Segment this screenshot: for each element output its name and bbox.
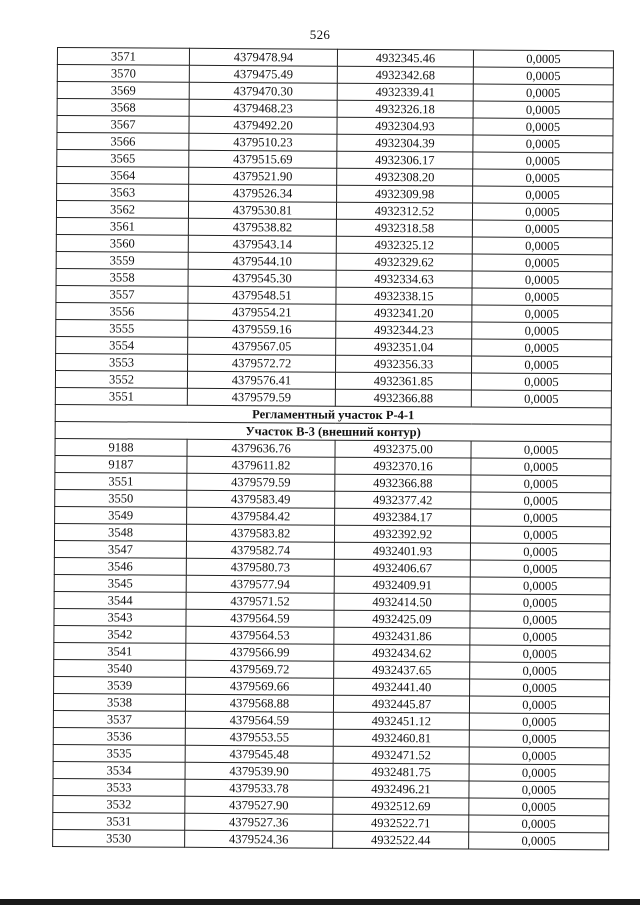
x-coordinate-cell: 4379567.05: [188, 337, 336, 355]
accuracy-cell: 0,0005: [473, 50, 613, 68]
point-number-cell: 3561: [56, 217, 188, 235]
accuracy-cell: 0,0005: [472, 356, 612, 374]
accuracy-cell: 0,0005: [473, 84, 613, 102]
accuracy-cell: 0,0005: [470, 560, 610, 578]
point-number-cell: 3563: [57, 184, 189, 202]
accuracy-cell: 0,0005: [473, 169, 613, 187]
x-coordinate-cell: 4379475.49: [189, 65, 337, 83]
x-coordinate-cell: 4379566.99: [186, 643, 334, 661]
point-number-cell: 3545: [54, 574, 186, 592]
accuracy-cell: 0,0005: [473, 152, 613, 170]
accuracy-cell: 0,0005: [469, 730, 609, 748]
accuracy-cell: 0,0005: [472, 237, 612, 255]
point-number-cell: 3565: [57, 150, 189, 168]
accuracy-cell: 0,0005: [472, 288, 612, 306]
y-coordinate-cell: 4932334.63: [336, 270, 472, 288]
point-number-cell: 3533: [53, 778, 185, 796]
point-number-cell: 3560: [56, 234, 188, 252]
x-coordinate-cell: 4379533.78: [185, 779, 333, 797]
point-number-cell: 3562: [56, 201, 188, 219]
x-coordinate-cell: 4379579.59: [187, 473, 335, 491]
x-coordinate-cell: 4379521.90: [189, 167, 337, 185]
x-coordinate-cell: 4379636.76: [187, 439, 335, 457]
x-coordinate-cell: 4379515.69: [189, 150, 337, 168]
y-coordinate-cell: 4932384.17: [335, 508, 471, 526]
point-number-cell: 3564: [57, 167, 189, 185]
y-coordinate-cell: 4932414.50: [334, 593, 470, 611]
point-number-cell: 3553: [56, 353, 188, 371]
accuracy-cell: 0,0005: [469, 747, 609, 765]
x-coordinate-cell: 4379524.36: [185, 830, 333, 848]
y-coordinate-cell: 4932522.71: [333, 814, 469, 832]
x-coordinate-cell: 4379530.81: [188, 201, 336, 219]
y-coordinate-cell: 4932392.92: [334, 525, 470, 543]
point-number-cell: 3552: [55, 370, 187, 388]
point-number-cell: 3539: [54, 676, 186, 694]
accuracy-cell: 0,0005: [470, 611, 610, 629]
y-coordinate-cell: 4932356.33: [336, 355, 472, 373]
x-coordinate-cell: 4379544.10: [188, 252, 336, 270]
accuracy-cell: 0,0005: [473, 118, 613, 136]
point-number-cell: 3571: [57, 48, 189, 66]
x-coordinate-cell: 4379545.30: [188, 269, 336, 287]
point-number-cell: 3570: [57, 65, 189, 83]
y-coordinate-cell: 4932512.69: [333, 797, 469, 815]
accuracy-cell: 0,0005: [469, 815, 609, 833]
accuracy-cell: 0,0005: [471, 492, 611, 510]
point-number-cell: 3567: [57, 116, 189, 134]
x-coordinate-cell: 4379569.66: [186, 677, 334, 695]
accuracy-cell: 0,0005: [470, 645, 610, 663]
y-coordinate-cell: 4932304.93: [337, 117, 473, 135]
accuracy-cell: 0,0005: [472, 271, 612, 289]
accuracy-cell: 0,0005: [469, 764, 609, 782]
point-number-cell: 3558: [56, 268, 188, 286]
section-title: Регламентный участок Р-4-1: [55, 404, 611, 424]
y-coordinate-cell: 4932437.65: [334, 661, 470, 679]
y-coordinate-cell: 4932326.18: [337, 100, 473, 118]
x-coordinate-cell: 4379539.90: [185, 762, 333, 780]
x-coordinate-cell: 4379470.30: [189, 82, 337, 100]
y-coordinate-cell: 4932401.93: [334, 542, 470, 560]
point-number-cell: 9188: [55, 438, 187, 456]
table-row: [53, 829, 609, 849]
accuracy-cell: 0,0005: [471, 441, 611, 459]
x-coordinate-cell: 4379554.21: [188, 303, 336, 321]
point-number-cell: 3568: [57, 99, 189, 117]
y-coordinate-cell: 4932308.20: [337, 168, 473, 186]
accuracy-cell: 0,0005: [469, 713, 609, 731]
x-coordinate-cell: 4379510.23: [189, 133, 337, 151]
accuracy-cell: 0,0005: [472, 220, 612, 238]
accuracy-cell: 0,0005: [469, 696, 609, 714]
coordinates-table-body: [53, 48, 614, 850]
point-number-cell: 3559: [56, 251, 188, 269]
x-coordinate-cell: 4379478.94: [189, 48, 337, 66]
x-coordinate-cell: 4379572.72: [188, 354, 336, 372]
x-coordinate-cell: 4379559.16: [188, 320, 336, 338]
y-coordinate-cell: 4932329.62: [336, 253, 472, 271]
point-number-cell: 3530: [53, 829, 185, 847]
x-coordinate-cell: 4379538.82: [188, 218, 336, 236]
point-number-cell: 3555: [56, 319, 188, 337]
accuracy-cell: 0,0005: [472, 339, 612, 357]
y-coordinate-cell: 4932344.23: [336, 321, 472, 339]
point-number-cell: 3547: [54, 540, 186, 558]
accuracy-cell: 0,0005: [470, 594, 610, 612]
point-number-cell: 3542: [54, 625, 186, 643]
point-number-cell: 3569: [57, 82, 189, 100]
accuracy-cell: 0,0005: [472, 203, 612, 221]
accuracy-cell: 0,0005: [473, 101, 613, 119]
point-number-cell: 3549: [55, 506, 187, 524]
point-number-cell: 3548: [54, 523, 186, 541]
x-coordinate-cell: 4379568.88: [185, 694, 333, 712]
accuracy-cell: 0,0005: [470, 679, 610, 697]
x-coordinate-cell: 4379580.73: [186, 558, 334, 576]
x-coordinate-cell: 4379583.82: [186, 524, 334, 542]
point-number-cell: 3538: [53, 693, 185, 711]
y-coordinate-cell: 4932522.44: [333, 831, 469, 849]
y-coordinate-cell: 4932339.41: [337, 83, 473, 101]
accuracy-cell: 0,0005: [473, 67, 613, 85]
point-number-cell: 3554: [56, 336, 188, 354]
y-coordinate-cell: 4932445.87: [333, 695, 469, 713]
y-coordinate-cell: 4932338.15: [336, 287, 472, 305]
point-number-cell: 3541: [54, 642, 186, 660]
y-coordinate-cell: 4932409.91: [334, 576, 470, 594]
x-coordinate-cell: 4379579.59: [187, 388, 335, 406]
y-coordinate-cell: 4932377.42: [335, 491, 471, 509]
point-number-cell: 3540: [54, 659, 186, 677]
y-coordinate-cell: 4932481.75: [333, 763, 469, 781]
accuracy-cell: 0,0005: [472, 254, 612, 272]
point-number-cell: 3543: [54, 608, 186, 626]
subsection-title: Участок В-3 (внешний контур): [55, 421, 611, 441]
accuracy-cell: 0,0005: [472, 322, 612, 340]
point-number-cell: 3531: [53, 812, 185, 830]
y-coordinate-cell: 4932341.20: [336, 304, 472, 322]
x-coordinate-cell: 4379584.42: [187, 507, 335, 525]
x-coordinate-cell: 4379526.34: [189, 184, 337, 202]
x-coordinate-cell: 4379564.59: [185, 711, 333, 729]
y-coordinate-cell: 4932325.12: [336, 236, 472, 254]
y-coordinate-cell: 4932460.81: [333, 729, 469, 747]
y-coordinate-cell: 4932309.98: [337, 185, 473, 203]
point-number-cell: 3556: [56, 302, 188, 320]
accuracy-cell: 0,0005: [470, 526, 610, 544]
point-number-cell: 3535: [53, 744, 185, 762]
x-coordinate-cell: 4379527.36: [185, 813, 333, 831]
y-coordinate-cell: 4932375.00: [335, 440, 471, 458]
accuracy-cell: 0,0005: [471, 509, 611, 527]
x-coordinate-cell: 4379492.20: [189, 116, 337, 134]
point-number-cell: 3537: [53, 710, 185, 728]
y-coordinate-cell: 4932312.52: [336, 202, 472, 220]
point-number-cell: 3534: [53, 761, 185, 779]
x-coordinate-cell: 4379569.72: [186, 660, 334, 678]
x-coordinate-cell: 4379583.49: [187, 490, 335, 508]
accuracy-cell: 0,0005: [470, 662, 610, 680]
x-coordinate-cell: 4379576.41: [187, 371, 335, 389]
accuracy-cell: 0,0005: [469, 781, 609, 799]
point-number-cell: 3532: [53, 795, 185, 813]
coordinates-table: [52, 47, 614, 850]
point-number-cell: 3551: [55, 387, 187, 405]
x-coordinate-cell: 4379543.14: [188, 235, 336, 253]
y-coordinate-cell: 4932441.40: [334, 678, 470, 696]
y-coordinate-cell: 4932318.58: [336, 219, 472, 237]
x-coordinate-cell: 4379611.82: [187, 456, 335, 474]
x-coordinate-cell: 4379545.48: [185, 745, 333, 763]
accuracy-cell: 0,0005: [470, 628, 610, 646]
y-coordinate-cell: 4932425.09: [334, 610, 470, 628]
y-coordinate-cell: 4932434.62: [334, 644, 470, 662]
y-coordinate-cell: 4932342.68: [337, 66, 473, 84]
point-number-cell: 3536: [53, 727, 185, 745]
x-coordinate-cell: 4379582.74: [186, 541, 334, 559]
y-coordinate-cell: 4932471.52: [333, 746, 469, 764]
x-coordinate-cell: 4379527.90: [185, 796, 333, 814]
accuracy-cell: 0,0005: [471, 373, 611, 391]
x-coordinate-cell: 4379553.55: [185, 728, 333, 746]
accuracy-cell: 0,0005: [470, 543, 610, 561]
x-coordinate-cell: 4379564.53: [186, 626, 334, 644]
accuracy-cell: 0,0005: [469, 798, 609, 816]
accuracy-cell: 0,0005: [473, 186, 613, 204]
y-coordinate-cell: 4932431.86: [334, 627, 470, 645]
point-number-cell: 3566: [57, 133, 189, 151]
point-number-cell: 3550: [55, 489, 187, 507]
accuracy-cell: 0,0005: [471, 390, 611, 408]
accuracy-cell: 0,0005: [473, 135, 613, 153]
y-coordinate-cell: 4932351.04: [336, 338, 472, 356]
y-coordinate-cell: 4932496.21: [333, 780, 469, 798]
accuracy-cell: 0,0005: [471, 458, 611, 476]
y-coordinate-cell: 4932406.67: [334, 559, 470, 577]
point-number-cell: 3557: [56, 285, 188, 303]
x-coordinate-cell: 4379571.52: [186, 592, 334, 610]
x-coordinate-cell: 4379548.51: [188, 286, 336, 304]
y-coordinate-cell: 4932304.39: [337, 134, 473, 152]
y-coordinate-cell: 4932370.16: [335, 457, 471, 475]
point-number-cell: 3544: [54, 591, 186, 609]
x-coordinate-cell: 4379468.23: [189, 99, 337, 117]
y-coordinate-cell: 4932361.85: [335, 372, 471, 390]
y-coordinate-cell: 4932306.17: [337, 151, 473, 169]
x-coordinate-cell: 4379564.59: [186, 609, 334, 627]
point-number-cell: 3546: [54, 557, 186, 575]
y-coordinate-cell: 4932451.12: [333, 712, 469, 730]
accuracy-cell: 0,0005: [470, 577, 610, 595]
y-coordinate-cell: 4932345.46: [337, 49, 473, 67]
point-number-cell: 3551: [55, 472, 187, 490]
x-coordinate-cell: 4379577.94: [186, 575, 334, 593]
accuracy-cell: 0,0005: [469, 832, 609, 850]
accuracy-cell: 0,0005: [471, 475, 611, 493]
point-number-cell: 9187: [55, 455, 187, 473]
scan-bottom-edge: [0, 899, 640, 905]
y-coordinate-cell: 4932366.88: [335, 389, 471, 407]
y-coordinate-cell: 4932366.88: [335, 474, 471, 492]
page-number: 526: [309, 27, 331, 42]
accuracy-cell: 0,0005: [472, 305, 612, 323]
